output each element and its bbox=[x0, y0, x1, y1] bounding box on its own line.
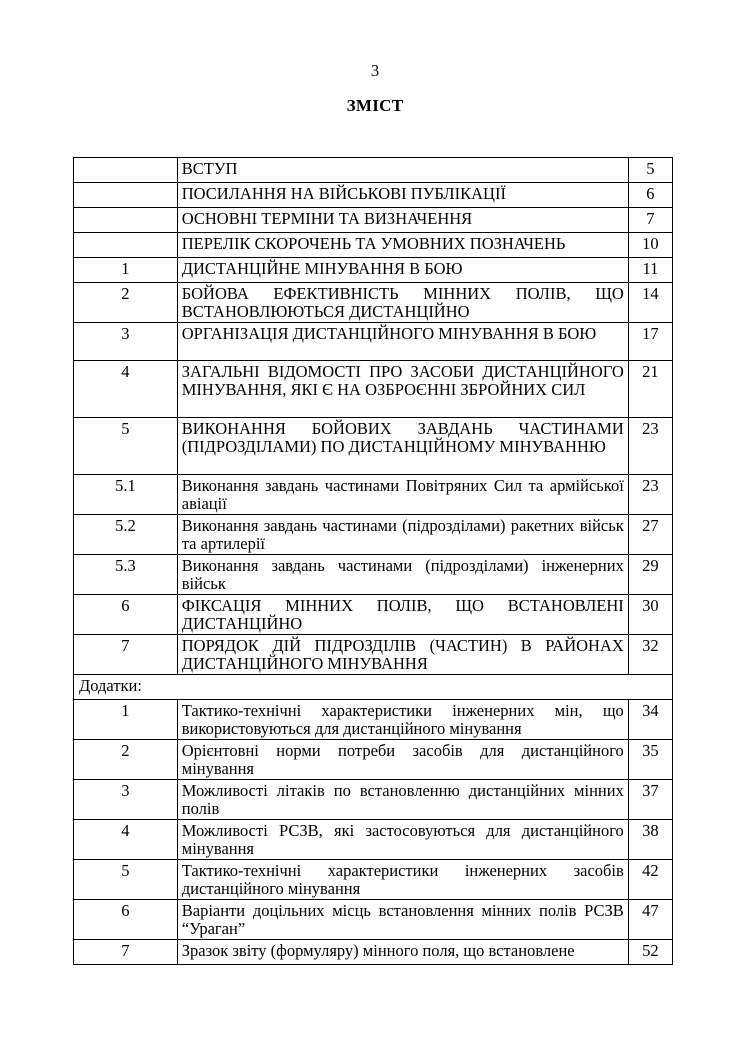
toc-item-page: 6 bbox=[628, 183, 672, 208]
toc-item-page: 37 bbox=[628, 780, 672, 820]
toc-row bbox=[74, 361, 673, 418]
toc-item-number: 1 bbox=[74, 700, 178, 740]
toc-row bbox=[74, 635, 673, 675]
toc-item-title: ПОСИЛАННЯ НА ВІЙСЬКОВІ ПУБЛІКАЦІЇ bbox=[177, 183, 628, 208]
toc-row bbox=[74, 940, 673, 965]
toc-item-page: 32 bbox=[628, 635, 672, 675]
toc-item-page: 14 bbox=[628, 283, 672, 323]
toc-item-number: 5.1 bbox=[74, 475, 178, 515]
toc-item-title: Варіанти доцільних місць встановлення мінних полів РСЗВ “Ураган” bbox=[177, 900, 628, 940]
toc-item-number: 4 bbox=[74, 361, 178, 418]
table-of-contents bbox=[73, 157, 673, 965]
toc-row bbox=[74, 595, 673, 635]
toc-row bbox=[74, 515, 673, 555]
toc-row bbox=[74, 183, 673, 208]
toc-row bbox=[74, 208, 673, 233]
toc-item-number: 7 bbox=[74, 635, 178, 675]
appendices-heading-row bbox=[74, 675, 673, 700]
toc-item-number: 2 bbox=[74, 283, 178, 323]
toc-item-title: Тактико-технічні характеристики інженерних засобів дистанційного мінування bbox=[177, 860, 628, 900]
toc-row bbox=[74, 418, 673, 475]
toc-item-number: 1 bbox=[74, 258, 178, 283]
page-title: ЗМІСТ bbox=[346, 96, 404, 115]
page-number: 3 bbox=[370, 61, 380, 80]
appendices-heading: Додатки: bbox=[74, 675, 673, 700]
toc-item-title: Можливості РСЗВ, які застосовуються для дистанційного мінування bbox=[177, 820, 628, 860]
toc-item-page: 10 bbox=[628, 233, 672, 258]
toc-row bbox=[74, 158, 673, 183]
toc-item-number: 5.3 bbox=[74, 555, 178, 595]
toc-item-number bbox=[74, 183, 178, 208]
toc-item-page: 11 bbox=[628, 258, 672, 283]
toc-item-number: 3 bbox=[74, 780, 178, 820]
toc-item-title: ОРГАНІЗАЦІЯ ДИСТАНЦІЙНОГО МІНУВАННЯ В БОЮ bbox=[177, 323, 628, 361]
toc-item-number bbox=[74, 208, 178, 233]
toc-item-number: 7 bbox=[74, 940, 178, 965]
toc-row bbox=[74, 740, 673, 780]
toc-row bbox=[74, 475, 673, 515]
toc-item-number: 2 bbox=[74, 740, 178, 780]
toc-item-title: Тактико-технічні характеристики інженерних мін, що використовуються для дистанційного мінування bbox=[177, 700, 628, 740]
toc-item-title: Виконання завдань частинами (підрозділами) інженерних військ bbox=[177, 555, 628, 595]
toc-item-number: 6 bbox=[74, 900, 178, 940]
toc-item-number: 5.2 bbox=[74, 515, 178, 555]
toc-item-page: 23 bbox=[628, 475, 672, 515]
toc-item-page: 52 bbox=[628, 940, 672, 965]
toc-item-title: Зразок звіту (формуляру) мінного поля, що встановлене bbox=[177, 940, 628, 965]
toc-item-page: 23 bbox=[628, 418, 672, 475]
toc-item-page: 34 bbox=[628, 700, 672, 740]
toc-item-title: Виконання завдань частинами Повітряних Сил та армійської авіації bbox=[177, 475, 628, 515]
toc-item-title: ФІКСАЦІЯ МІННИХ ПОЛІВ, ЩО ВСТАНОВЛЕНІ ДИСТАНЦІЙНО bbox=[177, 595, 628, 635]
toc-row bbox=[74, 258, 673, 283]
toc-row bbox=[74, 900, 673, 940]
toc-item-number: 5 bbox=[74, 418, 178, 475]
toc-row bbox=[74, 323, 673, 361]
toc-item-page: 21 bbox=[628, 361, 672, 418]
toc-item-title: ОСНОВНІ ТЕРМІНИ ТА ВИЗНАЧЕННЯ bbox=[177, 208, 628, 233]
toc-item-page: 30 bbox=[628, 595, 672, 635]
toc-item-title: ПОРЯДОК ДІЙ ПІДРОЗДІЛІВ (ЧАСТИН) В РАЙОНАХ ДИСТАНЦІЙНОГО МІНУВАННЯ bbox=[177, 635, 628, 675]
toc-item-page: 35 bbox=[628, 740, 672, 780]
toc-item-page: 5 bbox=[628, 158, 672, 183]
toc-row bbox=[74, 233, 673, 258]
toc-row bbox=[74, 700, 673, 740]
toc-row bbox=[74, 780, 673, 820]
toc-item-title: ДИСТАНЦІЙНЕ МІНУВАННЯ В БОЮ bbox=[177, 258, 628, 283]
toc-item-title: Орієнтовні норми потреби засобів для дистанційного мінування bbox=[177, 740, 628, 780]
toc-item-number bbox=[74, 158, 178, 183]
toc-row bbox=[74, 555, 673, 595]
toc-item-number: 4 bbox=[74, 820, 178, 860]
toc-item-page: 17 bbox=[628, 323, 672, 361]
toc-item-page: 27 bbox=[628, 515, 672, 555]
toc-item-number bbox=[74, 233, 178, 258]
toc-item-title: ВИКОНАННЯ БОЙОВИХ ЗАВДАНЬ ЧАСТИНАМИ (ПІДРОЗДІЛАМИ) ПО ДИСТАНЦІЙНОМУ МІНУВАННЮ bbox=[177, 418, 628, 475]
toc-item-page: 38 bbox=[628, 820, 672, 860]
toc-item-title: БОЙОВА ЕФЕКТИВНІСТЬ МІННИХ ПОЛІВ, ЩО ВСТАНОВЛЮЮТЬСЯ ДИСТАНЦІЙНО bbox=[177, 283, 628, 323]
toc-item-page: 29 bbox=[628, 555, 672, 595]
toc-item-number: 6 bbox=[74, 595, 178, 635]
toc-item-title: ЗАГАЛЬНІ ВІДОМОСТІ ПРО ЗАСОБИ ДИСТАНЦІЙНОГО МІНУВАННЯ, ЯКІ Є НА ОЗБРОЄННІ ЗБРОЙНИХ СИЛ bbox=[177, 361, 628, 418]
toc-item-page: 42 bbox=[628, 860, 672, 900]
toc-item-number: 5 bbox=[74, 860, 178, 900]
toc-item-page: 47 bbox=[628, 900, 672, 940]
toc-item-number: 3 bbox=[74, 323, 178, 361]
toc-row bbox=[74, 820, 673, 860]
toc-item-title: ПЕРЕЛІК СКОРОЧЕНЬ ТА УМОВНИХ ПОЗНАЧЕНЬ bbox=[177, 233, 628, 258]
toc-row bbox=[74, 283, 673, 323]
toc-item-title: ВСТУП bbox=[177, 158, 628, 183]
toc-item-title: Можливості літаків по встановленню дистанційних мінних полів bbox=[177, 780, 628, 820]
toc-item-page: 7 bbox=[628, 208, 672, 233]
toc-item-title: Виконання завдань частинами (підрозділами) ракетних військ та артилерії bbox=[177, 515, 628, 555]
toc-row bbox=[74, 860, 673, 900]
